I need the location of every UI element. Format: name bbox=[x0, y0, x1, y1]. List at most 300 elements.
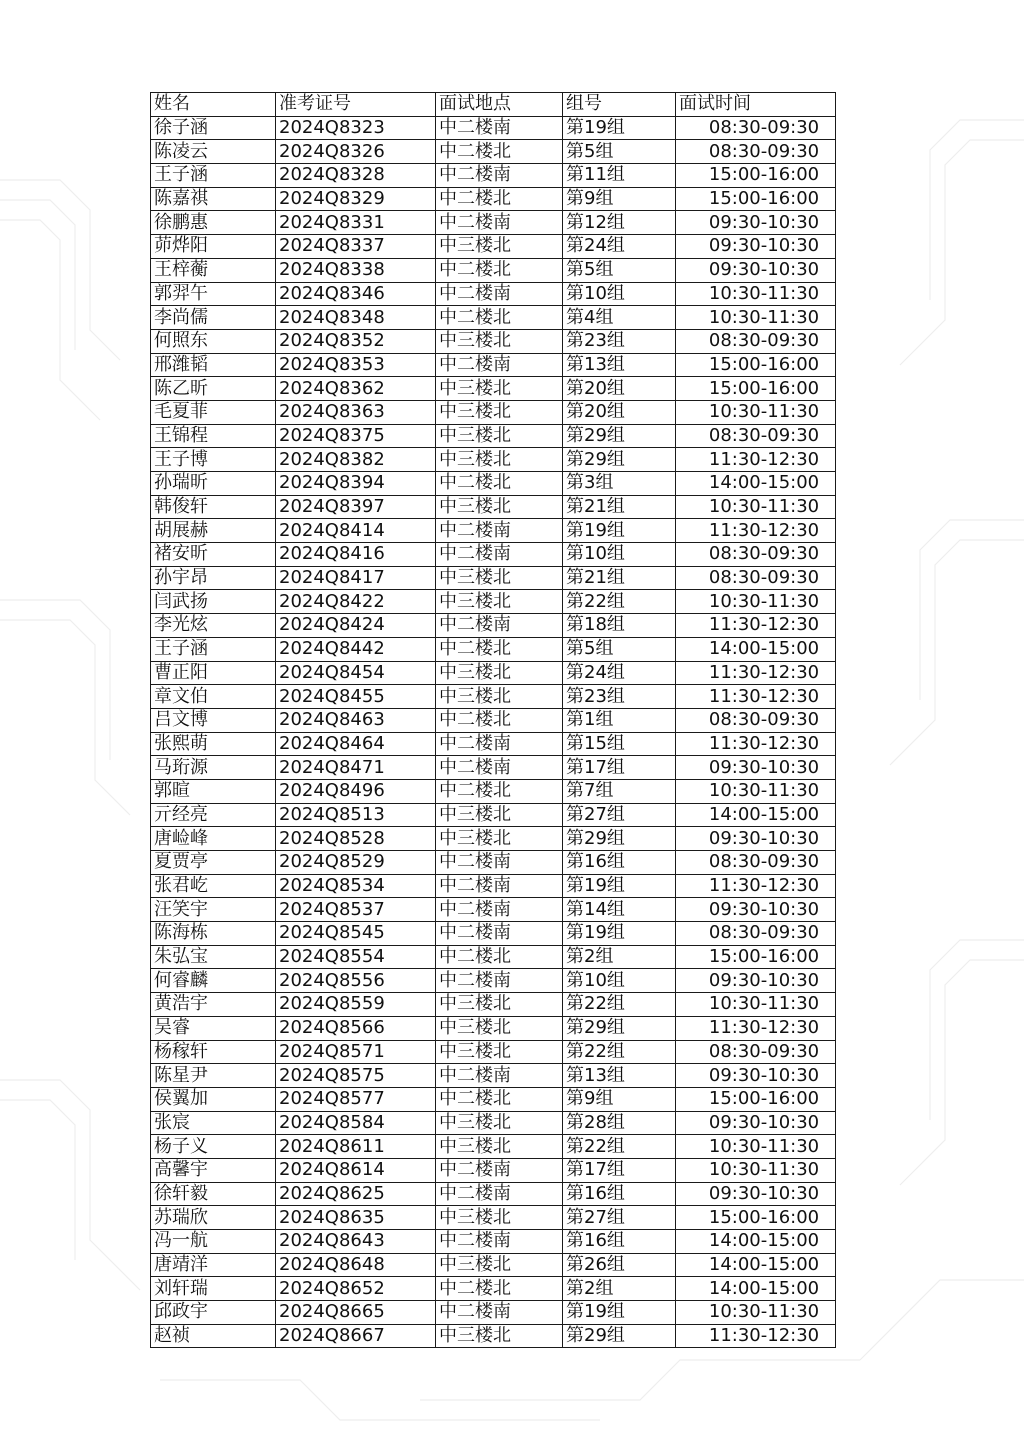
table-row bbox=[151, 1135, 836, 1159]
cell-name: 汪笑宇 bbox=[151, 898, 276, 922]
cell-exam-id: 2024Q8584 bbox=[276, 1111, 436, 1135]
cell-time: 09:30-10:30 bbox=[676, 258, 836, 282]
cell-location: 中三楼北 bbox=[436, 1040, 563, 1064]
header-location: 面试地点 bbox=[436, 93, 563, 117]
cell-group: 第16组 bbox=[563, 1182, 676, 1206]
cell-name: 杨子义 bbox=[151, 1135, 276, 1159]
cell-name: 张宸 bbox=[151, 1111, 276, 1135]
cell-name: 曹正阳 bbox=[151, 661, 276, 685]
cell-group: 第28组 bbox=[563, 1111, 676, 1135]
cell-name: 李尚儒 bbox=[151, 306, 276, 330]
cell-exam-id: 2024Q8614 bbox=[276, 1158, 436, 1182]
cell-name: 孙瑞昕 bbox=[151, 472, 276, 496]
header-exam-id: 准考证号 bbox=[276, 93, 436, 117]
cell-name: 吴睿 bbox=[151, 1016, 276, 1040]
cell-exam-id: 2024Q8635 bbox=[276, 1206, 436, 1230]
cell-time: 14:00-15:00 bbox=[676, 1277, 836, 1301]
cell-group: 第9组 bbox=[563, 1087, 676, 1111]
cell-name: 黄浩宇 bbox=[151, 993, 276, 1017]
cell-group: 第22组 bbox=[563, 993, 676, 1017]
cell-name: 郭羿午 bbox=[151, 282, 276, 306]
cell-name: 亓经亮 bbox=[151, 803, 276, 827]
table-row bbox=[151, 1087, 836, 1111]
table-row bbox=[151, 756, 836, 780]
cell-location: 中三楼北 bbox=[436, 993, 563, 1017]
cell-time: 11:30-12:30 bbox=[676, 448, 836, 472]
table-row bbox=[151, 1016, 836, 1040]
cell-location: 中二楼北 bbox=[436, 187, 563, 211]
table-row bbox=[151, 1040, 836, 1064]
cell-exam-id: 2024Q8537 bbox=[276, 898, 436, 922]
cell-location: 中二楼北 bbox=[436, 140, 563, 164]
table-row bbox=[151, 400, 836, 424]
table-row bbox=[151, 448, 836, 472]
cell-location: 中二楼南 bbox=[436, 519, 563, 543]
table-row bbox=[151, 637, 836, 661]
cell-name: 唐崄峰 bbox=[151, 827, 276, 851]
cell-exam-id: 2024Q8414 bbox=[276, 519, 436, 543]
cell-location: 中二楼北 bbox=[436, 779, 563, 803]
cell-name: 章文伯 bbox=[151, 685, 276, 709]
cell-location: 中二楼南 bbox=[436, 732, 563, 756]
table-row bbox=[151, 614, 836, 638]
cell-location: 中二楼南 bbox=[436, 969, 563, 993]
table-row bbox=[151, 164, 836, 188]
cell-location: 中二楼南 bbox=[436, 898, 563, 922]
cell-location: 中三楼北 bbox=[436, 1016, 563, 1040]
table-row bbox=[151, 116, 836, 140]
cell-exam-id: 2024Q8625 bbox=[276, 1182, 436, 1206]
cell-name: 王子涵 bbox=[151, 637, 276, 661]
table-row bbox=[151, 306, 836, 330]
cell-name: 褚安昕 bbox=[151, 543, 276, 567]
cell-location: 中二楼南 bbox=[436, 211, 563, 235]
cell-exam-id: 2024Q8643 bbox=[276, 1230, 436, 1254]
cell-time: 10:30-11:30 bbox=[676, 1301, 836, 1325]
cell-time: 10:30-11:30 bbox=[676, 1135, 836, 1159]
cell-exam-id: 2024Q8611 bbox=[276, 1135, 436, 1159]
table-row bbox=[151, 851, 836, 875]
cell-time: 11:30-12:30 bbox=[676, 614, 836, 638]
cell-exam-id: 2024Q8455 bbox=[276, 685, 436, 709]
cell-time: 15:00-16:00 bbox=[676, 1087, 836, 1111]
cell-exam-id: 2024Q8382 bbox=[276, 448, 436, 472]
cell-time: 08:30-09:30 bbox=[676, 566, 836, 590]
cell-time: 09:30-10:30 bbox=[676, 827, 836, 851]
cell-location: 中二楼南 bbox=[436, 1182, 563, 1206]
table-row bbox=[151, 1158, 836, 1182]
cell-name: 冯一航 bbox=[151, 1230, 276, 1254]
cell-time: 11:30-12:30 bbox=[676, 732, 836, 756]
cell-name: 朱弘宝 bbox=[151, 945, 276, 969]
cell-group: 第12组 bbox=[563, 211, 676, 235]
cell-group: 第10组 bbox=[563, 282, 676, 306]
cell-group: 第27组 bbox=[563, 803, 676, 827]
cell-time: 10:30-11:30 bbox=[676, 590, 836, 614]
cell-name: 杨稼轩 bbox=[151, 1040, 276, 1064]
cell-group: 第19组 bbox=[563, 922, 676, 946]
table-row bbox=[151, 732, 836, 756]
cell-time: 08:30-09:30 bbox=[676, 851, 836, 875]
cell-exam-id: 2024Q8559 bbox=[276, 993, 436, 1017]
cell-location: 中二楼南 bbox=[436, 1301, 563, 1325]
cell-group: 第15组 bbox=[563, 732, 676, 756]
cell-name: 邱政宇 bbox=[151, 1301, 276, 1325]
cell-location: 中二楼北 bbox=[436, 472, 563, 496]
cell-group: 第11组 bbox=[563, 164, 676, 188]
cell-group: 第24组 bbox=[563, 661, 676, 685]
table-row bbox=[151, 258, 836, 282]
cell-name: 侯翼加 bbox=[151, 1087, 276, 1111]
cell-group: 第10组 bbox=[563, 969, 676, 993]
cell-time: 15:00-16:00 bbox=[676, 164, 836, 188]
table-row bbox=[151, 353, 836, 377]
cell-time: 11:30-12:30 bbox=[676, 1324, 836, 1348]
cell-exam-id: 2024Q8394 bbox=[276, 472, 436, 496]
cell-time: 15:00-16:00 bbox=[676, 353, 836, 377]
cell-exam-id: 2024Q8329 bbox=[276, 187, 436, 211]
cell-location: 中三楼北 bbox=[436, 566, 563, 590]
table-row bbox=[151, 708, 836, 732]
table-row bbox=[151, 329, 836, 353]
cell-location: 中二楼南 bbox=[436, 1064, 563, 1088]
table-row bbox=[151, 140, 836, 164]
cell-location: 中二楼南 bbox=[436, 922, 563, 946]
cell-location: 中二楼南 bbox=[436, 164, 563, 188]
cell-location: 中二楼南 bbox=[436, 116, 563, 140]
cell-location: 中三楼北 bbox=[436, 827, 563, 851]
cell-group: 第18组 bbox=[563, 614, 676, 638]
cell-exam-id: 2024Q8375 bbox=[276, 424, 436, 448]
table-row bbox=[151, 969, 836, 993]
cell-name: 马珩源 bbox=[151, 756, 276, 780]
cell-time: 09:30-10:30 bbox=[676, 211, 836, 235]
cell-time: 09:30-10:30 bbox=[676, 969, 836, 993]
cell-time: 10:30-11:30 bbox=[676, 400, 836, 424]
table-row bbox=[151, 1064, 836, 1088]
cell-group: 第22组 bbox=[563, 1135, 676, 1159]
cell-location: 中三楼北 bbox=[436, 424, 563, 448]
cell-exam-id: 2024Q8652 bbox=[276, 1277, 436, 1301]
cell-exam-id: 2024Q8528 bbox=[276, 827, 436, 851]
table-row bbox=[151, 543, 836, 567]
table-row bbox=[151, 1324, 836, 1348]
table-row bbox=[151, 1230, 836, 1254]
cell-exam-id: 2024Q8534 bbox=[276, 874, 436, 898]
cell-time: 14:00-15:00 bbox=[676, 1253, 836, 1277]
cell-name: 徐轩毅 bbox=[151, 1182, 276, 1206]
cell-exam-id: 2024Q8665 bbox=[276, 1301, 436, 1325]
cell-location: 中三楼北 bbox=[436, 1253, 563, 1277]
cell-location: 中三楼北 bbox=[436, 1135, 563, 1159]
cell-time: 10:30-11:30 bbox=[676, 282, 836, 306]
cell-exam-id: 2024Q8397 bbox=[276, 495, 436, 519]
cell-time: 11:30-12:30 bbox=[676, 874, 836, 898]
cell-group: 第29组 bbox=[563, 1016, 676, 1040]
cell-exam-id: 2024Q8338 bbox=[276, 258, 436, 282]
cell-group: 第5组 bbox=[563, 637, 676, 661]
cell-group: 第29组 bbox=[563, 448, 676, 472]
cell-name: 唐靖洋 bbox=[151, 1253, 276, 1277]
cell-time: 08:30-09:30 bbox=[676, 543, 836, 567]
table-row bbox=[151, 495, 836, 519]
cell-time: 10:30-11:30 bbox=[676, 1158, 836, 1182]
cell-time: 09:30-10:30 bbox=[676, 1182, 836, 1206]
table-row bbox=[151, 377, 836, 401]
table-row bbox=[151, 519, 836, 543]
cell-location: 中三楼北 bbox=[436, 1324, 563, 1348]
cell-exam-id: 2024Q8417 bbox=[276, 566, 436, 590]
table-row bbox=[151, 1301, 836, 1325]
cell-name: 高馨宇 bbox=[151, 1158, 276, 1182]
cell-group: 第20组 bbox=[563, 377, 676, 401]
cell-exam-id: 2024Q8556 bbox=[276, 969, 436, 993]
cell-time: 11:30-12:30 bbox=[676, 661, 836, 685]
cell-name: 孙宇昂 bbox=[151, 566, 276, 590]
cell-exam-id: 2024Q8571 bbox=[276, 1040, 436, 1064]
cell-group: 第24组 bbox=[563, 235, 676, 259]
table-row bbox=[151, 187, 836, 211]
cell-group: 第3组 bbox=[563, 472, 676, 496]
cell-group: 第5组 bbox=[563, 258, 676, 282]
table-row bbox=[151, 685, 836, 709]
cell-exam-id: 2024Q8323 bbox=[276, 116, 436, 140]
cell-group: 第22组 bbox=[563, 1040, 676, 1064]
cell-name: 徐鹏惠 bbox=[151, 211, 276, 235]
cell-exam-id: 2024Q8667 bbox=[276, 1324, 436, 1348]
cell-group: 第17组 bbox=[563, 1158, 676, 1182]
cell-time: 09:30-10:30 bbox=[676, 898, 836, 922]
cell-time: 15:00-16:00 bbox=[676, 1206, 836, 1230]
table-row bbox=[151, 945, 836, 969]
cell-exam-id: 2024Q8362 bbox=[276, 377, 436, 401]
cell-exam-id: 2024Q8575 bbox=[276, 1064, 436, 1088]
table-row bbox=[151, 874, 836, 898]
cell-name: 邢潍韬 bbox=[151, 353, 276, 377]
cell-group: 第16组 bbox=[563, 851, 676, 875]
cell-name: 毛夏菲 bbox=[151, 400, 276, 424]
header-name: 姓名 bbox=[151, 93, 276, 117]
cell-group: 第2组 bbox=[563, 1277, 676, 1301]
cell-name: 张熙萌 bbox=[151, 732, 276, 756]
cell-location: 中三楼北 bbox=[436, 495, 563, 519]
cell-group: 第29组 bbox=[563, 1324, 676, 1348]
cell-name: 韩俊轩 bbox=[151, 495, 276, 519]
cell-exam-id: 2024Q8337 bbox=[276, 235, 436, 259]
cell-exam-id: 2024Q8496 bbox=[276, 779, 436, 803]
cell-location: 中三楼北 bbox=[436, 448, 563, 472]
cell-group: 第9组 bbox=[563, 187, 676, 211]
cell-group: 第13组 bbox=[563, 353, 676, 377]
cell-group: 第14组 bbox=[563, 898, 676, 922]
cell-exam-id: 2024Q8326 bbox=[276, 140, 436, 164]
cell-location: 中二楼南 bbox=[436, 851, 563, 875]
cell-group: 第19组 bbox=[563, 1301, 676, 1325]
cell-time: 09:30-10:30 bbox=[676, 235, 836, 259]
table-row bbox=[151, 661, 836, 685]
cell-exam-id: 2024Q8424 bbox=[276, 614, 436, 638]
cell-location: 中二楼南 bbox=[436, 614, 563, 638]
cell-location: 中三楼北 bbox=[436, 803, 563, 827]
cell-time: 14:00-15:00 bbox=[676, 1230, 836, 1254]
cell-location: 中三楼北 bbox=[436, 590, 563, 614]
cell-time: 10:30-11:30 bbox=[676, 495, 836, 519]
cell-location: 中二楼北 bbox=[436, 306, 563, 330]
cell-exam-id: 2024Q8353 bbox=[276, 353, 436, 377]
cell-exam-id: 2024Q8352 bbox=[276, 329, 436, 353]
cell-location: 中二楼南 bbox=[436, 1158, 563, 1182]
cell-time: 15:00-16:00 bbox=[676, 187, 836, 211]
table-row bbox=[151, 779, 836, 803]
cell-group: 第7组 bbox=[563, 779, 676, 803]
cell-time: 09:30-10:30 bbox=[676, 756, 836, 780]
cell-group: 第5组 bbox=[563, 140, 676, 164]
cell-location: 中二楼南 bbox=[436, 543, 563, 567]
cell-group: 第17组 bbox=[563, 756, 676, 780]
cell-group: 第19组 bbox=[563, 116, 676, 140]
cell-group: 第4组 bbox=[563, 306, 676, 330]
cell-location: 中二楼北 bbox=[436, 258, 563, 282]
cell-time: 08:30-09:30 bbox=[676, 116, 836, 140]
table-row bbox=[151, 898, 836, 922]
cell-group: 第16组 bbox=[563, 1230, 676, 1254]
header-time: 面试时间 bbox=[676, 93, 836, 117]
cell-location: 中二楼南 bbox=[436, 353, 563, 377]
cell-exam-id: 2024Q8471 bbox=[276, 756, 436, 780]
cell-exam-id: 2024Q8545 bbox=[276, 922, 436, 946]
cell-exam-id: 2024Q8328 bbox=[276, 164, 436, 188]
cell-exam-id: 2024Q8363 bbox=[276, 400, 436, 424]
table-row bbox=[151, 1182, 836, 1206]
cell-name: 张君屹 bbox=[151, 874, 276, 898]
table-row bbox=[151, 922, 836, 946]
cell-time: 08:30-09:30 bbox=[676, 922, 836, 946]
table-row bbox=[151, 235, 836, 259]
cell-name: 徐子涵 bbox=[151, 116, 276, 140]
cell-group: 第23组 bbox=[563, 329, 676, 353]
cell-time: 09:30-10:30 bbox=[676, 1064, 836, 1088]
cell-exam-id: 2024Q8463 bbox=[276, 708, 436, 732]
cell-exam-id: 2024Q8513 bbox=[276, 803, 436, 827]
cell-name: 何睿麟 bbox=[151, 969, 276, 993]
cell-name: 吕文博 bbox=[151, 708, 276, 732]
cell-exam-id: 2024Q8422 bbox=[276, 590, 436, 614]
cell-group: 第10组 bbox=[563, 543, 676, 567]
cell-location: 中三楼北 bbox=[436, 400, 563, 424]
cell-time: 08:30-09:30 bbox=[676, 329, 836, 353]
cell-time: 08:30-09:30 bbox=[676, 708, 836, 732]
cell-group: 第2组 bbox=[563, 945, 676, 969]
cell-location: 中二楼南 bbox=[436, 282, 563, 306]
cell-name: 王锦程 bbox=[151, 424, 276, 448]
cell-location: 中二楼南 bbox=[436, 1230, 563, 1254]
cell-group: 第13组 bbox=[563, 1064, 676, 1088]
table-row bbox=[151, 993, 836, 1017]
cell-group: 第1组 bbox=[563, 708, 676, 732]
cell-time: 10:30-11:30 bbox=[676, 306, 836, 330]
cell-time: 15:00-16:00 bbox=[676, 377, 836, 401]
interview-schedule-table bbox=[150, 92, 836, 1348]
cell-name: 赵祯 bbox=[151, 1324, 276, 1348]
table-row bbox=[151, 566, 836, 590]
cell-name: 陈乙昕 bbox=[151, 377, 276, 401]
table-row bbox=[151, 827, 836, 851]
cell-time: 11:30-12:30 bbox=[676, 519, 836, 543]
cell-name: 闫武扬 bbox=[151, 590, 276, 614]
cell-exam-id: 2024Q8577 bbox=[276, 1087, 436, 1111]
cell-time: 08:30-09:30 bbox=[676, 424, 836, 448]
cell-name: 茆烨阳 bbox=[151, 235, 276, 259]
cell-exam-id: 2024Q8566 bbox=[276, 1016, 436, 1040]
cell-group: 第26组 bbox=[563, 1253, 676, 1277]
cell-location: 中二楼北 bbox=[436, 708, 563, 732]
cell-exam-id: 2024Q8331 bbox=[276, 211, 436, 235]
cell-exam-id: 2024Q8554 bbox=[276, 945, 436, 969]
cell-name: 陈凌云 bbox=[151, 140, 276, 164]
table-row bbox=[151, 282, 836, 306]
cell-time: 08:30-09:30 bbox=[676, 1040, 836, 1064]
table-row bbox=[151, 211, 836, 235]
cell-name: 刘轩瑞 bbox=[151, 1277, 276, 1301]
cell-time: 15:00-16:00 bbox=[676, 945, 836, 969]
cell-time: 10:30-11:30 bbox=[676, 993, 836, 1017]
cell-time: 14:00-15:00 bbox=[676, 637, 836, 661]
table-row bbox=[151, 590, 836, 614]
cell-name: 苏瑞欣 bbox=[151, 1206, 276, 1230]
cell-exam-id: 2024Q8464 bbox=[276, 732, 436, 756]
table-row bbox=[151, 1253, 836, 1277]
cell-time: 11:30-12:30 bbox=[676, 685, 836, 709]
cell-name: 陈海栋 bbox=[151, 922, 276, 946]
cell-group: 第23组 bbox=[563, 685, 676, 709]
cell-group: 第19组 bbox=[563, 519, 676, 543]
cell-location: 中二楼南 bbox=[436, 756, 563, 780]
cell-location: 中三楼北 bbox=[436, 661, 563, 685]
cell-group: 第22组 bbox=[563, 590, 676, 614]
cell-group: 第21组 bbox=[563, 495, 676, 519]
cell-exam-id: 2024Q8529 bbox=[276, 851, 436, 875]
cell-group: 第21组 bbox=[563, 566, 676, 590]
cell-exam-id: 2024Q8648 bbox=[276, 1253, 436, 1277]
cell-name: 王梓蘅 bbox=[151, 258, 276, 282]
cell-time: 11:30-12:30 bbox=[676, 1016, 836, 1040]
cell-group: 第20组 bbox=[563, 400, 676, 424]
cell-name: 李光炫 bbox=[151, 614, 276, 638]
cell-name: 夏贾亭 bbox=[151, 851, 276, 875]
cell-location: 中三楼北 bbox=[436, 329, 563, 353]
cell-group: 第27组 bbox=[563, 1206, 676, 1230]
cell-location: 中二楼北 bbox=[436, 637, 563, 661]
cell-exam-id: 2024Q8442 bbox=[276, 637, 436, 661]
table-row bbox=[151, 472, 836, 496]
cell-location: 中二楼南 bbox=[436, 874, 563, 898]
cell-time: 10:30-11:30 bbox=[676, 779, 836, 803]
table-header-row bbox=[151, 93, 836, 117]
cell-time: 14:00-15:00 bbox=[676, 803, 836, 827]
cell-location: 中二楼北 bbox=[436, 1087, 563, 1111]
cell-name: 陈星尹 bbox=[151, 1064, 276, 1088]
cell-name: 王子涵 bbox=[151, 164, 276, 188]
table-row bbox=[151, 1111, 836, 1135]
cell-exam-id: 2024Q8416 bbox=[276, 543, 436, 567]
cell-exam-id: 2024Q8346 bbox=[276, 282, 436, 306]
cell-location: 中二楼北 bbox=[436, 945, 563, 969]
cell-exam-id: 2024Q8348 bbox=[276, 306, 436, 330]
cell-location: 中三楼北 bbox=[436, 377, 563, 401]
cell-location: 中三楼北 bbox=[436, 1111, 563, 1135]
cell-time: 09:30-10:30 bbox=[676, 1111, 836, 1135]
cell-group: 第29组 bbox=[563, 827, 676, 851]
